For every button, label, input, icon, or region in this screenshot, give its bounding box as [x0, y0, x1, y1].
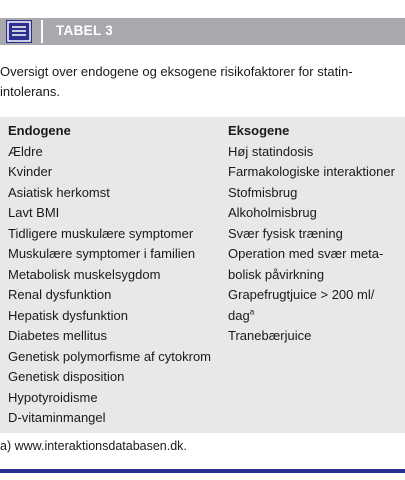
eksogene-item: bolisk påvirkning: [228, 266, 325, 282]
endogene-item: Genetisk disposition: [8, 369, 125, 384]
eksogene-item: Svær fysisk træning: [228, 225, 343, 241]
eksogene-item: Høj statindosis: [228, 143, 314, 159]
header-divider: [41, 20, 43, 43]
endogene-item: Genetisk polymorfisme af cytokrom: [8, 348, 212, 364]
endogene-item: Kvinder: [8, 164, 53, 179]
eksogene-item: Operation med svær meta-: [228, 246, 384, 261]
eksogene-item: Tranebærjuice: [228, 328, 312, 343]
eksogene-item-with-footnote: [228, 306, 403, 327]
endogene-item: D-vitaminmangel: [8, 410, 106, 425]
column-header-eksogene: Eksogene: [228, 123, 290, 138]
document-list-icon: [6, 20, 32, 43]
eksogene-column: [228, 121, 403, 347]
endogene-item: Renal dysfunktion: [8, 287, 112, 302]
eksogene-item: Alkoholmisbrug: [228, 205, 317, 220]
eksogene-item: Stofmisbrug: [228, 184, 298, 200]
footnote-marker: a: [249, 307, 255, 317]
table-header-band: [0, 18, 405, 45]
eksogene-item-text: dag: [228, 307, 250, 323]
eksogene-item: Farmakologiske interaktioner: [228, 164, 395, 179]
endogene-column: [8, 121, 223, 429]
table-footnote: a) www.interaktionsdatabasen.dk.: [0, 439, 187, 453]
endogene-item: Tidligere muskulære symptomer: [8, 225, 194, 241]
endogene-item: Asiatisk herkomst: [8, 184, 110, 200]
endogene-item: Ældre: [8, 143, 43, 159]
endogene-item: Diabetes mellitus: [8, 328, 107, 343]
table-caption: Oversigt over endogene og eksogene risikofaktorer for statin-intolerans.: [0, 64, 353, 99]
endogene-item: Muskulære symptomer i familien: [8, 246, 196, 261]
bottom-rule: [0, 469, 405, 473]
endogene-item: Hypotyroidisme: [8, 389, 98, 405]
endogene-item: Lavt BMI: [8, 205, 60, 220]
endogene-item: Hepatisk dysfunktion: [8, 307, 128, 323]
column-header-endogene: Endogene: [8, 123, 71, 138]
table-title: TABEL 3: [56, 23, 114, 38]
eksogene-item: Grapefrugtjuice > 200 ml/: [228, 287, 375, 302]
endogene-item: Metabolisk muskelsygdom: [8, 266, 161, 282]
